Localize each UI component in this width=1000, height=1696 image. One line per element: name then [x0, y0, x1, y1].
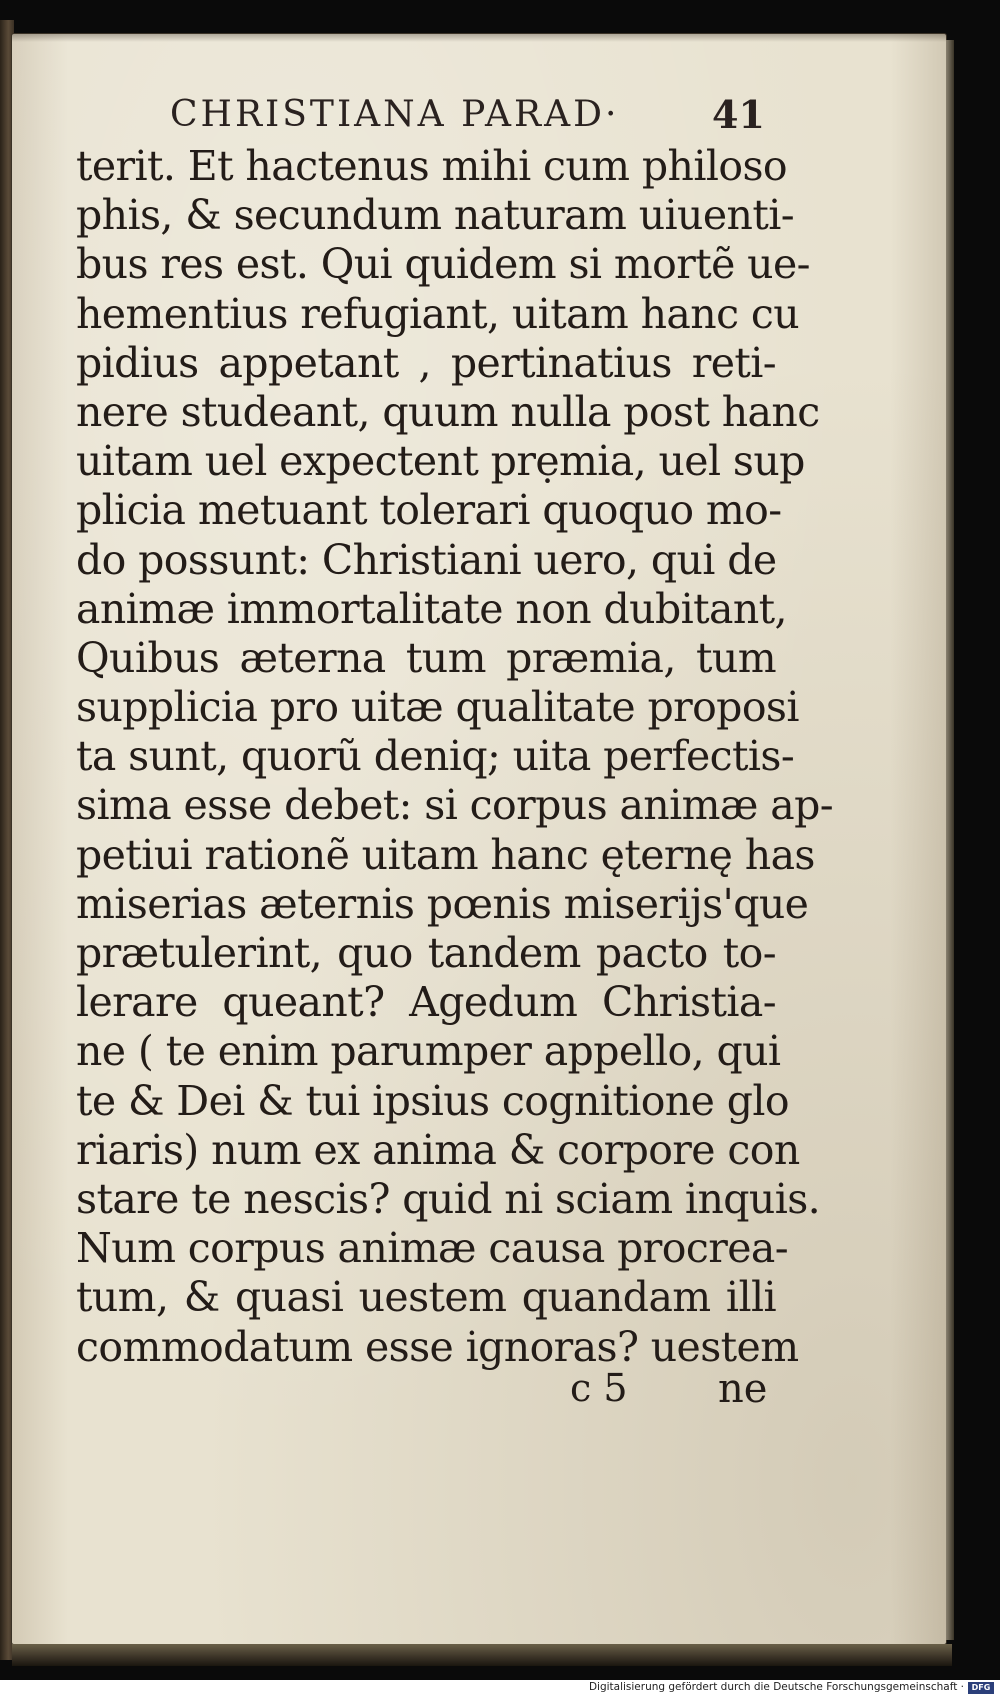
page-top-shadow: [12, 34, 946, 42]
body-text: [76, 142, 833, 1372]
dfg-logo: DFG: [968, 1682, 994, 1694]
text-line: hementius refugiant, uitam hanc cu: [76, 289, 800, 338]
page-bottom-edge: [12, 1644, 952, 1666]
text-line: phis, & secundum naturam uiuenti-: [76, 191, 794, 240]
running-head: [170, 94, 790, 135]
text-line: supplicia pro uitæ qualitate proposi: [76, 683, 799, 732]
signature-mark: c 5: [570, 1366, 628, 1410]
text-line: lerare queant? Agedum Christia-: [76, 978, 776, 1027]
catchword: ne: [718, 1366, 768, 1412]
text-line: animæ immortalitate non dubitant,: [76, 584, 787, 633]
text-line: uitam uel expectent prẹmia, uel sup: [76, 437, 805, 486]
page-right-edge: [946, 40, 954, 1640]
text-line: commodatum esse ignoras? uestem: [76, 1322, 799, 1371]
text-line: miserias æternis pœnis miserijs'que: [76, 879, 809, 928]
text-line: bus res est. Qui quidem si mortẽ ue-: [76, 240, 810, 289]
digitization-credit: Digitalisierung gefördert durch die Deutsche Forschungsgemeinschaft ·: [588, 1681, 964, 1693]
text-line: terit. Et hactenus mihi cum philoso: [76, 142, 787, 190]
running-title: CHRISTIANA PARAD·: [170, 94, 620, 135]
text-line: ne ( te enim parumper appello, qui: [76, 1027, 781, 1076]
text-line: riaris) num ex anima & corpore con: [76, 1125, 800, 1174]
text-line: Quibus æterna tum præmia, tum: [76, 633, 776, 682]
text-line: prætulerint, quo tandem pacto to-: [76, 929, 776, 977]
page-number: 41: [712, 92, 765, 137]
text-line: Num corpus animæ causa procrea-: [76, 1224, 788, 1273]
text-line: do possunt: Christiani uero, qui de: [76, 535, 777, 584]
text-line: nere studeant, quum nulla post hanc: [76, 387, 820, 436]
text-line: pidius appetant , pertinatius reti-: [76, 338, 776, 387]
text-line: sima esse debet: si corpus animæ ap-: [76, 781, 833, 830]
text-line: stare te nescis? quid ni sciam inquis.: [76, 1174, 821, 1223]
text-line: petiui rationẽ uitam hanc ęternę has: [76, 830, 815, 879]
text-line: ta sunt, quorũ deniq; uita perfectis-: [76, 732, 795, 781]
text-line: plicia metuant tolerari quoquo mo-: [76, 486, 782, 535]
text-line: te & Dei & tui ipsius cognitione glo: [76, 1076, 789, 1125]
text-line: tum, & quasi uestem quandam illi: [76, 1273, 776, 1322]
